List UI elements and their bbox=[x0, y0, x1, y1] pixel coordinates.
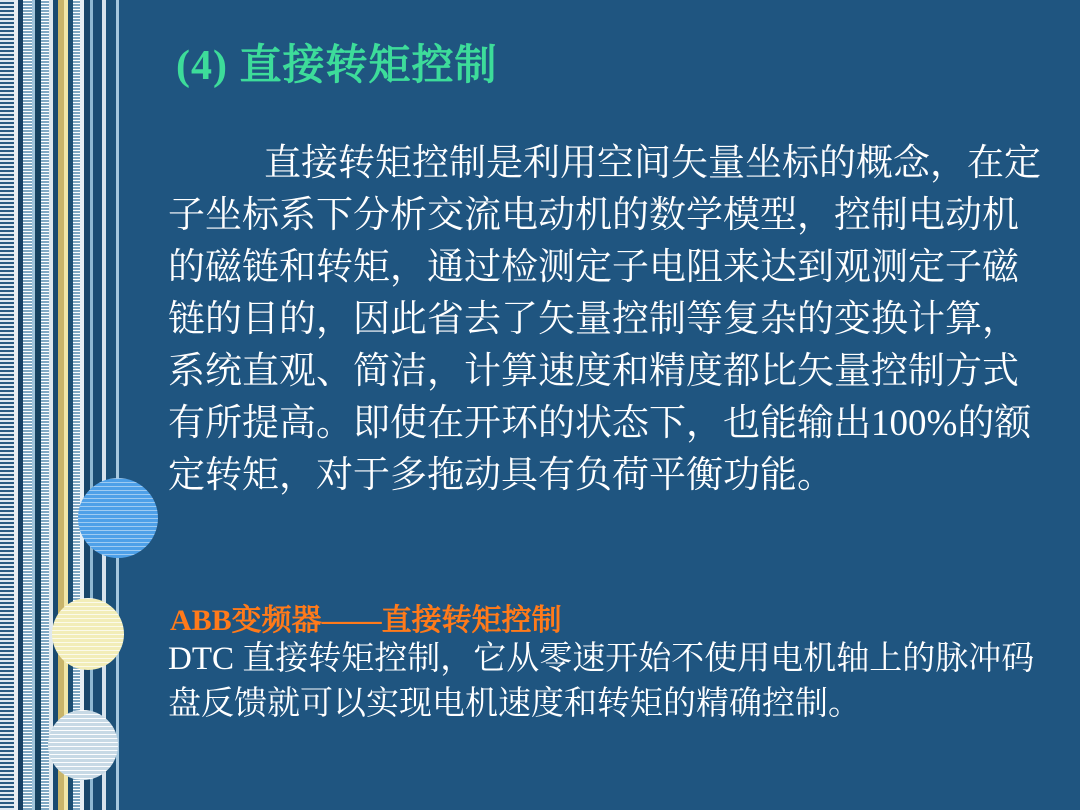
body-paragraph-block bbox=[168, 138, 1048, 502]
decorative-circle-yellow bbox=[52, 598, 124, 670]
body-paragraph-text: 直接转矩控制是利用空间矢量坐标的概念，在定子坐标系下分析交流电动机的数学模型，控制电动机的磁链和转矩，通过检测定子电阻来达到观测定子磁链的目的，因此省去了矢量控制等复杂的变换计算，系统直观、简洁，计算速度和精度都比矢量控制方式有所提高。即使在开环的状态下，也能输出100%的额定转矩，对于多拖动具有负荷平衡功能。 bbox=[168, 143, 1041, 496]
hatch-stripe-1 bbox=[0, 0, 14, 810]
decorative-left-band bbox=[0, 0, 140, 810]
decorative-circle-blue bbox=[78, 478, 158, 558]
sub-heading: ABB变频器——直接转矩控制 bbox=[170, 604, 562, 637]
sub-paragraph-block bbox=[168, 637, 1048, 727]
stripe-dark-7 bbox=[106, 0, 116, 810]
decorative-circle-white bbox=[48, 710, 118, 780]
sub-paragraph-text: DTC 直接转矩控制，它从零速开始不使用电机轴上的脉冲码盘反馈就可以实现电机速度和转矩的精确控制。 bbox=[168, 641, 1035, 722]
stripe-fill-right bbox=[119, 0, 140, 810]
slide-content bbox=[168, 0, 1068, 810]
hatch-stripe-2 bbox=[23, 0, 32, 810]
hatch-stripe-3 bbox=[41, 0, 49, 810]
stripe-dark-6 bbox=[93, 0, 102, 810]
page-title: (4) 直接转矩控制 bbox=[176, 43, 498, 89]
hatch-stripe-4 bbox=[73, 0, 80, 810]
